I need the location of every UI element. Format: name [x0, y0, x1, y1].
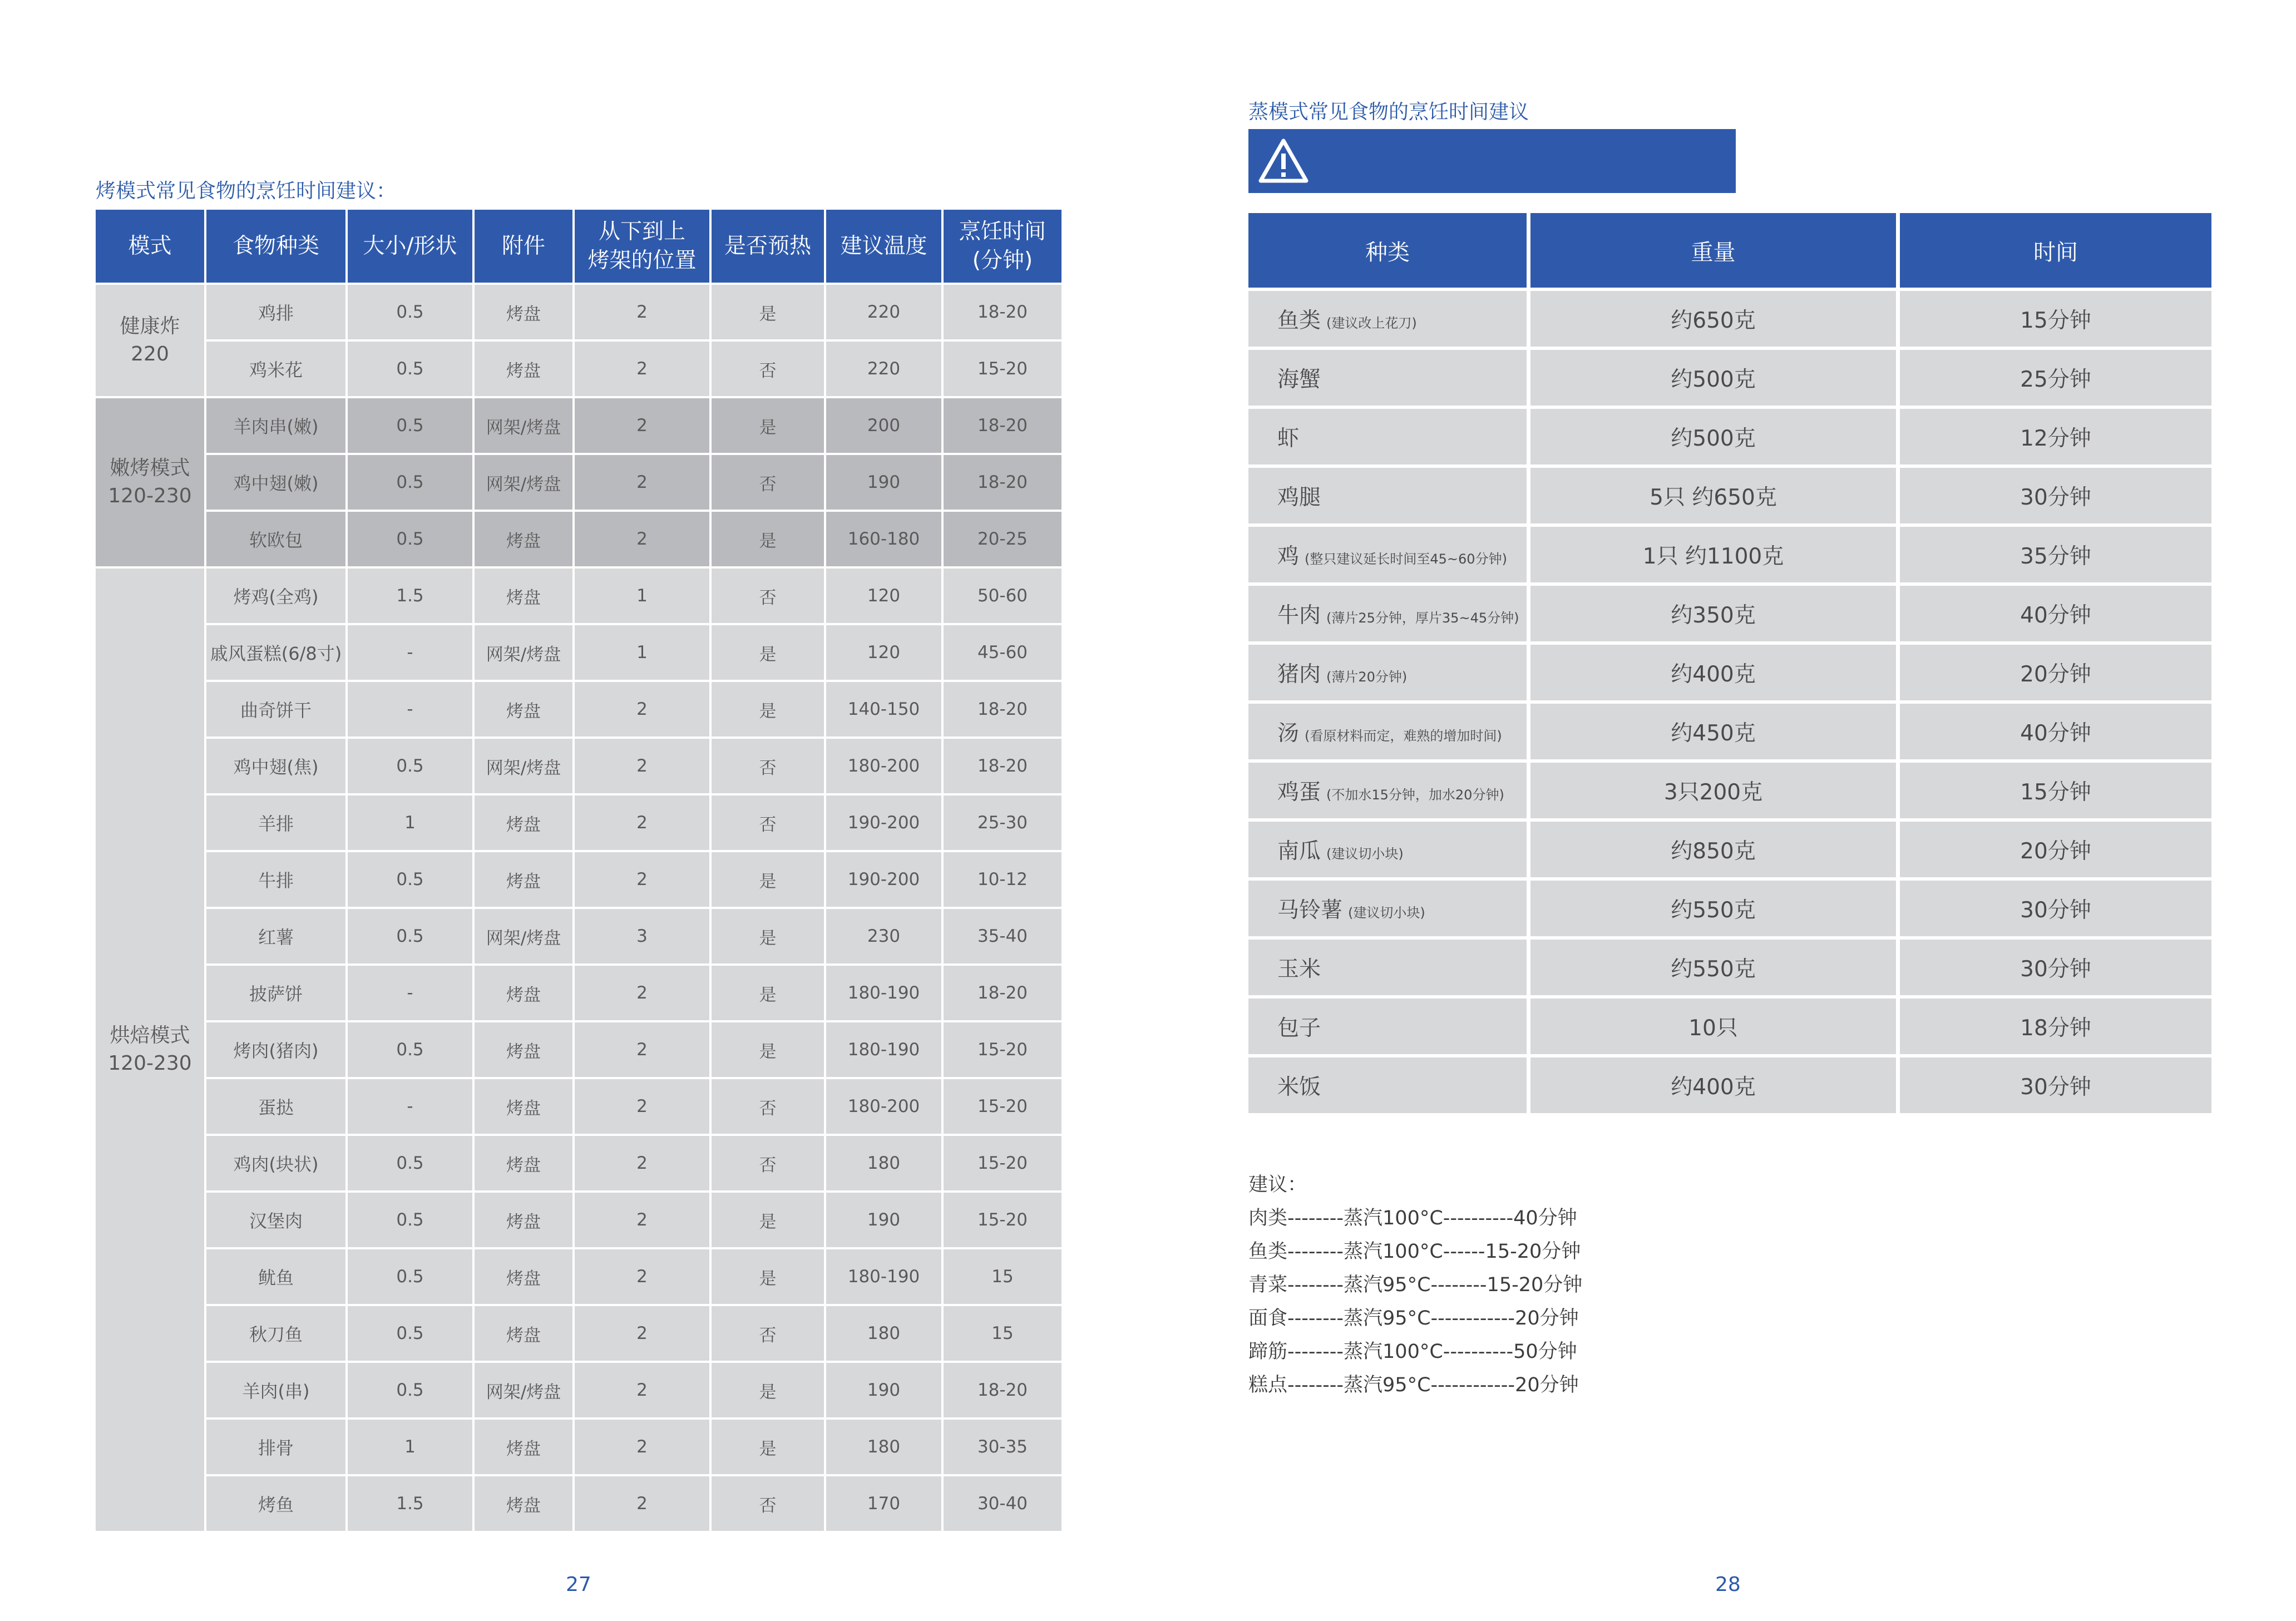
temp-cell: 160-180: [826, 512, 944, 569]
accessory-cell: 网架/烤盘: [475, 739, 575, 795]
time-cell: 20分钟: [1900, 645, 2211, 704]
accessory-cell: 烤盘: [475, 795, 575, 852]
food-cell: 鸡米花: [206, 342, 348, 398]
position-cell: 2: [575, 739, 712, 795]
type-name: 鸡: [1277, 544, 1300, 569]
col-food: 食物种类: [206, 210, 348, 285]
temp-cell: 190: [826, 455, 944, 512]
table-row: [96, 682, 1061, 739]
food-cell: 烤鸡(全鸡): [206, 569, 348, 625]
time-cell: 40分钟: [1900, 586, 2211, 645]
type-name: 鸡蛋: [1277, 780, 1321, 805]
accessory-cell: 烤盘: [475, 1136, 575, 1193]
position-cell: 2: [575, 398, 712, 455]
accessory-cell: 烤盘: [475, 512, 575, 569]
steam-advice: [1248, 1168, 1582, 1402]
accessory-cell: 网架/烤盘: [475, 398, 575, 455]
position-cell: 2: [575, 1476, 712, 1533]
table-row: [1248, 527, 2211, 586]
size-cell: 0.5: [348, 1249, 475, 1306]
table-row: [96, 1363, 1061, 1420]
food-cell: 鱿鱼: [206, 1249, 348, 1306]
temp-cell: 200: [826, 398, 944, 455]
advice-line: 肉类--------蒸汽100°C----------40分钟: [1248, 1207, 1577, 1229]
temp-cell: 190-200: [826, 852, 944, 909]
time-cell: 20-25: [944, 512, 1061, 569]
accessory-cell: 烤盘: [475, 1022, 575, 1079]
weight-cell: 1只 约1100克: [1530, 527, 1900, 586]
position-cell: 2: [575, 1193, 712, 1249]
warning-triangle-icon: [1258, 138, 1309, 184]
type-name: 鸡腿: [1277, 485, 1321, 510]
mode-cell: [96, 398, 206, 569]
weight-cell: 约450克: [1530, 704, 1900, 763]
accessory-cell: 网架/烤盘: [475, 1363, 575, 1420]
type-name: 汤: [1277, 721, 1300, 746]
type-note: (薄片25分钟，厚片35~45分钟): [1326, 610, 1519, 626]
position-cell: 2: [575, 852, 712, 909]
advice-lines: [1248, 1202, 1582, 1402]
time-cell: 18-20: [944, 1363, 1061, 1420]
preheat-cell: 否: [712, 1306, 826, 1363]
food-cell: 红薯: [206, 909, 348, 966]
type-name: 马铃薯: [1277, 898, 1343, 923]
table-row: [96, 909, 1061, 966]
mode-cell: [96, 285, 206, 398]
table-row: [1248, 468, 2211, 527]
type-note: (建议改上花刀): [1326, 315, 1417, 331]
mode-temp-range: 120-230: [108, 1052, 192, 1075]
accessory-cell: 烤盘: [475, 852, 575, 909]
col-temp: 建议温度: [826, 210, 944, 285]
size-cell: 0.5: [348, 1306, 475, 1363]
steam-header-row: [1248, 213, 2211, 291]
food-cell: 披萨饼: [206, 966, 348, 1022]
col-position-line1: 从下到上: [598, 219, 685, 244]
col-time-line2: (分钟): [972, 248, 1033, 273]
time-cell: 25分钟: [1900, 350, 2211, 409]
table-row: [1248, 704, 2211, 763]
table-row: [96, 1022, 1061, 1079]
type-name: 鱼类: [1277, 308, 1321, 333]
temp-cell: 220: [826, 285, 944, 342]
size-cell: 1: [348, 1420, 475, 1476]
food-cell: 羊肉(串): [206, 1363, 348, 1420]
time-cell: 10-12: [944, 852, 1061, 909]
time-cell: 25-30: [944, 795, 1061, 852]
time-cell: 40分钟: [1900, 704, 2211, 763]
food-cell: 烤肉(猪肉): [206, 1022, 348, 1079]
type-note: (不加水15分钟，加水20分钟): [1326, 787, 1504, 803]
food-cell: 曲奇饼干: [206, 682, 348, 739]
preheat-cell: 是: [712, 682, 826, 739]
temp-cell: 180: [826, 1420, 944, 1476]
mode-temp-range: 120-230: [108, 485, 192, 507]
accessory-cell: 网架/烤盘: [475, 455, 575, 512]
time-cell: 18分钟: [1900, 999, 2211, 1057]
preheat-cell: 是: [712, 966, 826, 1022]
accessory-cell: 烤盘: [475, 285, 575, 342]
position-cell: 2: [575, 1306, 712, 1363]
preheat-cell: 是: [712, 1022, 826, 1079]
page-number-right: 28: [1715, 1573, 1741, 1596]
weight-cell: 5只 约650克: [1530, 468, 1900, 527]
size-cell: 0.5: [348, 285, 475, 342]
table-row: [1248, 586, 2211, 645]
size-cell: 1: [348, 795, 475, 852]
col-mode: 模式: [96, 210, 206, 285]
preheat-cell: 是: [712, 1249, 826, 1306]
size-cell: -: [348, 625, 475, 682]
advice-title: 建议：: [1248, 1174, 1307, 1196]
table-row: [1248, 940, 2211, 999]
time-cell: 30分钟: [1900, 881, 2211, 940]
size-cell: 0.5: [348, 852, 475, 909]
time-cell: 15-20: [944, 1022, 1061, 1079]
type-note: (整只建议延长时间至45~60分钟): [1305, 551, 1507, 567]
col-time: [944, 210, 1061, 285]
type-cell: [1248, 645, 1530, 704]
accessory-cell: 烤盘: [475, 342, 575, 398]
position-cell: 2: [575, 1363, 712, 1420]
table-row: [96, 512, 1061, 569]
size-cell: 0.5: [348, 455, 475, 512]
advice-line: 糕点--------蒸汽95°C------------20分钟: [1248, 1374, 1579, 1396]
type-name: 包子: [1277, 1016, 1321, 1041]
food-cell: 鸡肉(块状): [206, 1136, 348, 1193]
size-cell: 0.5: [348, 909, 475, 966]
preheat-cell: 是: [712, 625, 826, 682]
preheat-cell: 是: [712, 512, 826, 569]
weight-cell: 3只200克: [1530, 763, 1900, 822]
roast-table: [96, 210, 1061, 1533]
table-row: [1248, 1057, 2211, 1116]
preheat-cell: 否: [712, 1079, 826, 1136]
mode-temp-range: 220: [131, 343, 169, 365]
type-note: (建议切小块): [1326, 846, 1404, 862]
advice-line: 面食--------蒸汽95°C------------20分钟: [1248, 1307, 1579, 1330]
preheat-cell: 是: [712, 909, 826, 966]
food-cell: 戚风蛋糕(6/8寸): [206, 625, 348, 682]
table-row: [1248, 763, 2211, 822]
roast-table-body: [96, 285, 1061, 1533]
temp-cell: 220: [826, 342, 944, 398]
table-row: [96, 966, 1061, 1022]
food-cell: 牛排: [206, 852, 348, 909]
table-row: [1248, 645, 2211, 704]
size-cell: 0.5: [348, 342, 475, 398]
food-cell: 鸡排: [206, 285, 348, 342]
steam-table-body: [1248, 291, 2211, 1116]
time-cell: 30-35: [944, 1420, 1061, 1476]
type-note: (薄片20分钟): [1326, 669, 1408, 685]
col-type: 种类: [1248, 213, 1530, 291]
size-cell: 0.5: [348, 1363, 475, 1420]
temp-cell: 190: [826, 1193, 944, 1249]
col-accessory: 附件: [475, 210, 575, 285]
time-cell: 30-40: [944, 1476, 1061, 1533]
time-cell: 15分钟: [1900, 763, 2211, 822]
accessory-cell: 烤盘: [475, 966, 575, 1022]
type-name: 南瓜: [1277, 839, 1321, 864]
table-row: [96, 795, 1061, 852]
table-row: [1248, 881, 2211, 940]
position-cell: 2: [575, 1022, 712, 1079]
temp-cell: 190-200: [826, 795, 944, 852]
time-cell: 15-20: [944, 1193, 1061, 1249]
col-time-line1: 烹饪时间: [959, 219, 1046, 244]
position-cell: 2: [575, 512, 712, 569]
steam-section-title: 蒸模式常见食物的烹饪时间建议: [1248, 101, 1529, 123]
type-cell: [1248, 409, 1530, 468]
type-cell: [1248, 999, 1530, 1057]
food-cell: 鸡中翅(焦): [206, 739, 348, 795]
col-size: 大小/形状: [348, 210, 475, 285]
weight-cell: 约550克: [1530, 881, 1900, 940]
position-cell: 2: [575, 682, 712, 739]
table-row: [96, 1193, 1061, 1249]
preheat-cell: 是: [712, 1420, 826, 1476]
roast-section-title: 烤模式常见食物的烹饪时间建议：: [96, 180, 397, 202]
table-row: [96, 1420, 1061, 1476]
temp-cell: 120: [826, 569, 944, 625]
type-name: 虾: [1277, 426, 1300, 451]
accessory-cell: 烤盘: [475, 1420, 575, 1476]
accessory-cell: 烤盘: [475, 1193, 575, 1249]
page-number-left: 27: [566, 1573, 591, 1596]
type-cell: [1248, 350, 1530, 409]
table-row: [1248, 999, 2211, 1057]
table-row: [96, 569, 1061, 625]
time-cell: 45-60: [944, 625, 1061, 682]
preheat-cell: 否: [712, 739, 826, 795]
size-cell: 1.5: [348, 569, 475, 625]
preheat-cell: 否: [712, 569, 826, 625]
temp-cell: 120: [826, 625, 944, 682]
position-cell: 3: [575, 909, 712, 966]
weight-cell: 约850克: [1530, 822, 1900, 881]
time-cell: 15: [944, 1249, 1061, 1306]
col-weight: 重量: [1530, 213, 1900, 291]
mode-name: 健康炸: [120, 315, 180, 338]
food-cell: 羊排: [206, 795, 348, 852]
time-cell: 15-20: [944, 1079, 1061, 1136]
type-cell: [1248, 704, 1530, 763]
table-row: [96, 1136, 1061, 1193]
weight-cell: 10只: [1530, 999, 1900, 1057]
position-cell: 2: [575, 342, 712, 398]
time-cell: 18-20: [944, 966, 1061, 1022]
size-cell: 0.5: [348, 398, 475, 455]
type-cell: [1248, 468, 1530, 527]
temp-cell: 230: [826, 909, 944, 966]
weight-cell: 约350克: [1530, 586, 1900, 645]
position-cell: 1: [575, 569, 712, 625]
accessory-cell: 烤盘: [475, 1249, 575, 1306]
table-row: [96, 455, 1061, 512]
size-cell: 0.5: [348, 1136, 475, 1193]
temp-cell: 190: [826, 1363, 944, 1420]
time-cell: 18-20: [944, 682, 1061, 739]
roast-header-row: [96, 210, 1061, 285]
weight-cell: 约500克: [1530, 350, 1900, 409]
accessory-cell: 网架/烤盘: [475, 625, 575, 682]
col-preheat: 是否预热: [712, 210, 826, 285]
table-row: [1248, 291, 2211, 350]
preheat-cell: 否: [712, 342, 826, 398]
temp-cell: 180-190: [826, 966, 944, 1022]
type-name: 牛肉: [1277, 603, 1321, 628]
table-row: [96, 398, 1061, 455]
col-steam-time: 时间: [1900, 213, 2211, 291]
table-row: [1248, 350, 2211, 409]
warning-banner: [1248, 129, 1736, 193]
temp-cell: 180-200: [826, 1079, 944, 1136]
preheat-cell: 是: [712, 1363, 826, 1420]
type-cell: [1248, 527, 1530, 586]
size-cell: -: [348, 1079, 475, 1136]
time-cell: 18-20: [944, 398, 1061, 455]
food-cell: 鸡中翅(嫩): [206, 455, 348, 512]
type-name: 海蟹: [1277, 367, 1321, 392]
time-cell: 18-20: [944, 455, 1061, 512]
size-cell: 0.5: [348, 512, 475, 569]
type-cell: [1248, 586, 1530, 645]
preheat-cell: 是: [712, 1193, 826, 1249]
type-cell: [1248, 763, 1530, 822]
preheat-cell: 否: [712, 795, 826, 852]
col-position: [575, 210, 712, 285]
accessory-cell: 网架/烤盘: [475, 909, 575, 966]
weight-cell: 约500克: [1530, 409, 1900, 468]
table-row: [96, 852, 1061, 909]
table-row: [96, 285, 1061, 342]
advice-line: 青菜--------蒸汽95°C--------15-20分钟: [1248, 1274, 1583, 1296]
table-row: [1248, 409, 2211, 468]
position-cell: 2: [575, 285, 712, 342]
position-cell: 2: [575, 795, 712, 852]
time-cell: 15: [944, 1306, 1061, 1363]
preheat-cell: 是: [712, 285, 826, 342]
size-cell: -: [348, 682, 475, 739]
time-cell: 35分钟: [1900, 527, 2211, 586]
position-cell: 1: [575, 625, 712, 682]
advice-line: 鱼类--------蒸汽100°C------15-20分钟: [1248, 1241, 1581, 1263]
position-cell: 2: [575, 455, 712, 512]
temp-cell: 140-150: [826, 682, 944, 739]
position-cell: 2: [575, 1079, 712, 1136]
position-cell: 2: [575, 966, 712, 1022]
size-cell: 0.5: [348, 1022, 475, 1079]
size-cell: 1.5: [348, 1476, 475, 1533]
size-cell: 0.5: [348, 1193, 475, 1249]
time-cell: 35-40: [944, 909, 1061, 966]
type-note: (看原材料而定，难熟的增加时间): [1305, 728, 1502, 744]
type-name: 玉米: [1277, 957, 1321, 982]
table-row: [96, 1249, 1061, 1306]
type-name: 猪肉: [1277, 662, 1321, 687]
temp-cell: 180: [826, 1136, 944, 1193]
temp-cell: 180-190: [826, 1022, 944, 1079]
table-row: [96, 625, 1061, 682]
time-cell: 15分钟: [1900, 291, 2211, 350]
food-cell: 蛋挞: [206, 1079, 348, 1136]
advice-line: 蹄筋--------蒸汽100°C----------50分钟: [1248, 1341, 1577, 1363]
preheat-cell: 否: [712, 455, 826, 512]
type-cell: [1248, 1057, 1530, 1116]
temp-cell: 180-190: [826, 1249, 944, 1306]
accessory-cell: 烤盘: [475, 569, 575, 625]
time-cell: 15-20: [944, 1136, 1061, 1193]
size-cell: -: [348, 966, 475, 1022]
accessory-cell: 烤盘: [475, 1306, 575, 1363]
food-cell: 排骨: [206, 1420, 348, 1476]
preheat-cell: 否: [712, 1136, 826, 1193]
position-cell: 2: [575, 1136, 712, 1193]
type-cell: [1248, 822, 1530, 881]
temp-cell: 180-200: [826, 739, 944, 795]
type-cell: [1248, 940, 1530, 999]
weight-cell: 约400克: [1530, 645, 1900, 704]
time-cell: 30分钟: [1900, 940, 2211, 999]
food-cell: 秋刀鱼: [206, 1306, 348, 1363]
accessory-cell: 烤盘: [475, 682, 575, 739]
time-cell: 30分钟: [1900, 468, 2211, 527]
type-name: 米饭: [1277, 1075, 1321, 1100]
type-cell: [1248, 881, 1530, 940]
weight-cell: 约550克: [1530, 940, 1900, 999]
table-row: [96, 342, 1061, 398]
steam-table: [1248, 213, 2211, 1116]
position-cell: 2: [575, 1249, 712, 1306]
table-row: [96, 1079, 1061, 1136]
accessory-cell: 烤盘: [475, 1476, 575, 1533]
accessory-cell: 烤盘: [475, 1079, 575, 1136]
time-cell: 50-60: [944, 569, 1061, 625]
food-cell: 烤鱼: [206, 1476, 348, 1533]
weight-cell: 约400克: [1530, 1057, 1900, 1116]
time-cell: 18-20: [944, 739, 1061, 795]
col-position-line2: 烤架的位置: [587, 248, 697, 273]
table-row: [96, 739, 1061, 795]
food-cell: 羊肉串(嫩): [206, 398, 348, 455]
time-cell: 18-20: [944, 285, 1061, 342]
mode-name: 嫩烤模式: [110, 457, 190, 480]
table-row: [96, 1476, 1061, 1533]
table-row: [1248, 822, 2211, 881]
mode-cell: [96, 569, 206, 1533]
time-cell: 20分钟: [1900, 822, 2211, 881]
preheat-cell: 否: [712, 1476, 826, 1533]
position-cell: 2: [575, 1420, 712, 1476]
preheat-cell: 是: [712, 398, 826, 455]
size-cell: 0.5: [348, 739, 475, 795]
type-cell: [1248, 291, 1530, 350]
time-cell: 15-20: [944, 342, 1061, 398]
food-cell: 软欧包: [206, 512, 348, 569]
weight-cell: 约650克: [1530, 291, 1900, 350]
mode-name: 烘焙模式: [110, 1024, 190, 1047]
temp-cell: 180: [826, 1306, 944, 1363]
time-cell: 30分钟: [1900, 1057, 2211, 1116]
temp-cell: 170: [826, 1476, 944, 1533]
type-note: (建议切小块): [1348, 905, 1425, 921]
table-row: [96, 1306, 1061, 1363]
preheat-cell: 是: [712, 852, 826, 909]
time-cell: 12分钟: [1900, 409, 2211, 468]
food-cell: 汉堡肉: [206, 1193, 348, 1249]
